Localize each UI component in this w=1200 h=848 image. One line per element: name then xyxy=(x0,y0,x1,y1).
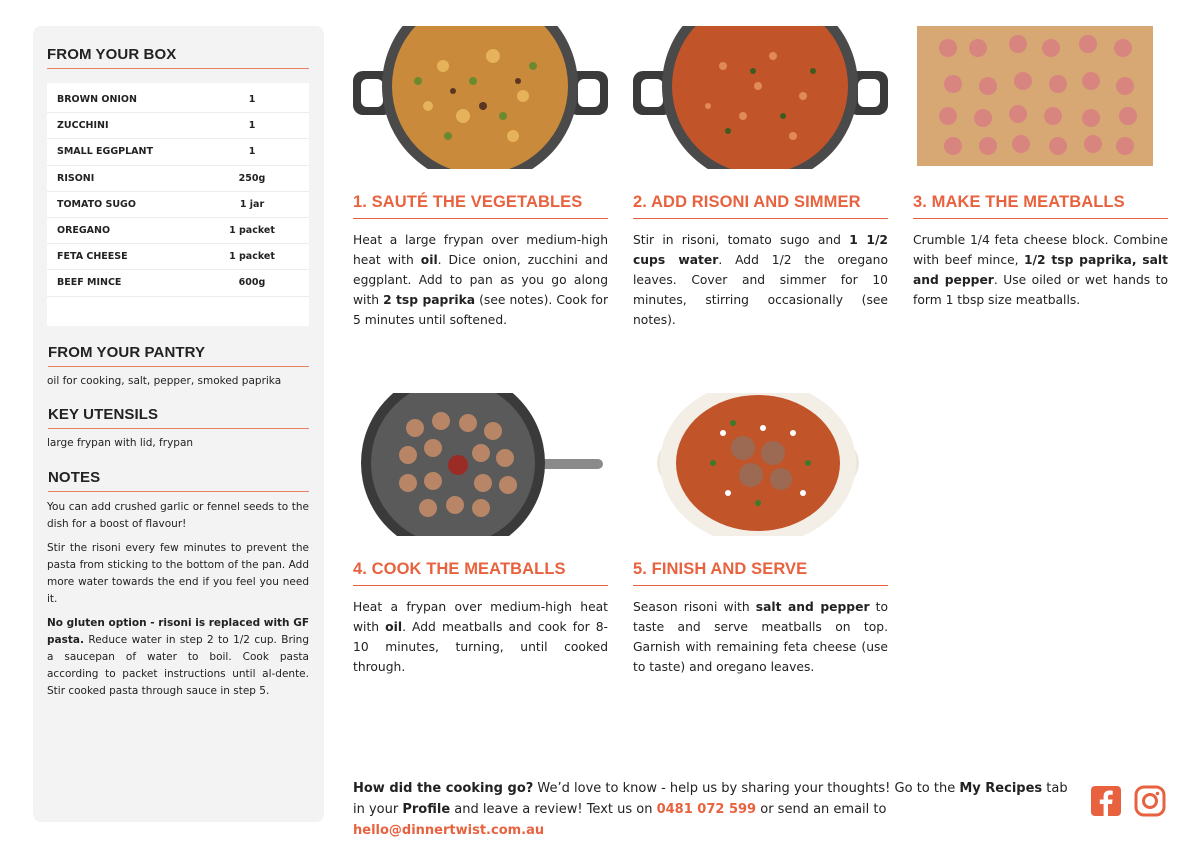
step-title: 3. MAKE THE MEATBALLS xyxy=(913,193,1168,219)
step-body xyxy=(353,597,608,677)
step-2 xyxy=(633,26,888,330)
step-3-photo xyxy=(913,26,1168,169)
step-1-photo xyxy=(353,26,608,169)
step-text: . Use oiled or wet hands to form 1 tbsp size meatballs. xyxy=(913,273,1168,307)
step-bold: 1 1/2 cups water xyxy=(633,233,888,267)
sidebar xyxy=(33,26,324,822)
note-3-bold: No gluten option - risoni is replaced with GF pasta. xyxy=(47,616,309,646)
step-bold: salt and pepper xyxy=(755,600,870,614)
box-title: FROM YOUR BOX xyxy=(47,46,309,69)
pantry-title: FROM YOUR PANTRY xyxy=(48,344,309,367)
step-text: Stir in risoni, tomato sugo and xyxy=(633,233,850,247)
ingredient-name: BROWN ONION xyxy=(57,94,137,106)
footer-text: tab in your xyxy=(353,781,1068,817)
table-row xyxy=(47,244,309,270)
ingredient-qty: 1 packet xyxy=(229,251,275,263)
facebook-icon[interactable] xyxy=(1090,785,1122,821)
my-recipes-link[interactable]: My Recipes xyxy=(959,781,1043,796)
footer-text: We’d love to know - help us by sharing your thoughts! Go to the xyxy=(533,781,960,796)
step-text: Heat a large frypan over medium-high heat with xyxy=(353,233,608,267)
email-link[interactable]: hello@dinnertwist.com.au xyxy=(353,823,545,838)
ingredient-qty: 1 packet xyxy=(229,225,275,237)
step-bold: 1/2 tsp paprika, salt and pepper xyxy=(913,253,1168,287)
ingredient-name: OREGANO xyxy=(57,225,111,237)
step-text: (see notes). Cook for 5 minutes until softened. xyxy=(353,293,608,327)
step-3 xyxy=(913,26,1168,310)
step-body xyxy=(633,597,888,677)
pantry-text: oil for cooking, salt, pepper, smoked paprika xyxy=(47,374,282,387)
step-body xyxy=(913,230,1168,310)
step-text: . Add meatballs and cook for 8-10 minutes, turning, until cooked through. xyxy=(353,620,608,674)
footer-text: or send an email to xyxy=(756,802,887,817)
step-4-photo xyxy=(353,393,608,536)
ingredient-qty: 250g xyxy=(238,172,266,184)
table-row xyxy=(47,270,309,296)
ingredient-qty: 1 xyxy=(248,146,256,158)
step-title: 4. COOK THE MEATBALLS xyxy=(353,560,608,586)
footer-text: and leave a review! Text us on xyxy=(450,802,657,817)
table-row xyxy=(47,166,309,192)
ingredient-qty: 1 xyxy=(248,94,256,106)
table-row xyxy=(47,113,309,139)
step-5-photo xyxy=(633,393,888,536)
step-body xyxy=(353,230,608,330)
ingredient-qty: 600g xyxy=(238,277,266,289)
table-row xyxy=(47,87,309,113)
instagram-icon[interactable] xyxy=(1134,785,1166,821)
ingredient-name: BEEF MINCE xyxy=(57,277,122,289)
step-text: Crumble 1/4 feta cheese block. Combine with beef mince, xyxy=(913,233,1168,267)
ingredient-qty: 1 jar xyxy=(239,198,265,210)
ingredient-name: FETA CHEESE xyxy=(57,251,128,263)
step-bold: 2 tsp paprika xyxy=(383,293,476,307)
table-row xyxy=(47,218,309,244)
step-bold: oil xyxy=(385,620,403,634)
ingredient-name: SMALL EGGPLANT xyxy=(57,146,153,158)
ingredient-name: TOMATO SUGO xyxy=(57,198,136,210)
step-text: to taste and serve meatballs on top. Garnish with remaining feta cheese (use to taste) and oregano leaves. xyxy=(633,600,889,674)
step-title: 1. SAUTÉ THE VEGETABLES xyxy=(353,193,608,219)
step-body xyxy=(633,230,888,330)
step-text: . Dice onion, zucchini and eggplant. Add to pan as you go along with xyxy=(353,253,609,307)
footer-question: How did the cooking go? xyxy=(353,781,534,796)
ingredients-table xyxy=(47,83,309,326)
step-2-photo xyxy=(633,26,888,169)
step-text: . Add 1/2 the oregano leaves. Cover and simmer for 10 minutes, stirring occasionally (see notes). xyxy=(633,253,888,327)
ingredient-name: RISONI xyxy=(57,172,95,184)
step-text: Season risoni with xyxy=(633,600,756,614)
ingredient-qty: 1 xyxy=(248,120,256,132)
step-text: Heat a frypan over medium-high heat with xyxy=(353,600,608,634)
step-4 xyxy=(353,393,608,677)
ingredient-name: ZUCCHINI xyxy=(57,120,109,132)
notes-title: NOTES xyxy=(48,469,309,492)
profile-link[interactable]: Profile xyxy=(402,802,451,817)
note-3-rest: Reduce water in step 2 to 1/2 cup. Bring a saucepan of water to boil. Cook pasta according to packet instructions until al-dente. Stir cooked pasta through sauce in step 5. xyxy=(47,633,309,697)
step-bold: oil xyxy=(420,253,438,267)
feedback-footer xyxy=(353,778,1073,841)
table-row xyxy=(47,139,309,165)
utensils-title: KEY UTENSILS xyxy=(48,406,309,429)
step-title: 5. FINISH AND SERVE xyxy=(633,560,888,586)
step-5 xyxy=(633,393,888,677)
note-3 xyxy=(47,615,309,700)
note-1: You can add crushed garlic or fennel seeds to the dish for a boost of flavour! xyxy=(47,500,309,530)
step-title: 2. ADD RISONI AND SIMMER xyxy=(633,193,888,219)
note-2: Stir the risoni every few minutes to prevent the pasta from sticking to the bottom of the pan. Add more water towards the end if you feel you need it. xyxy=(47,541,309,605)
phone-link[interactable]: 0481 072 599 xyxy=(656,802,757,817)
utensils-text: large frypan with lid, frypan xyxy=(47,436,194,449)
table-row xyxy=(47,192,309,218)
step-1 xyxy=(353,26,608,330)
